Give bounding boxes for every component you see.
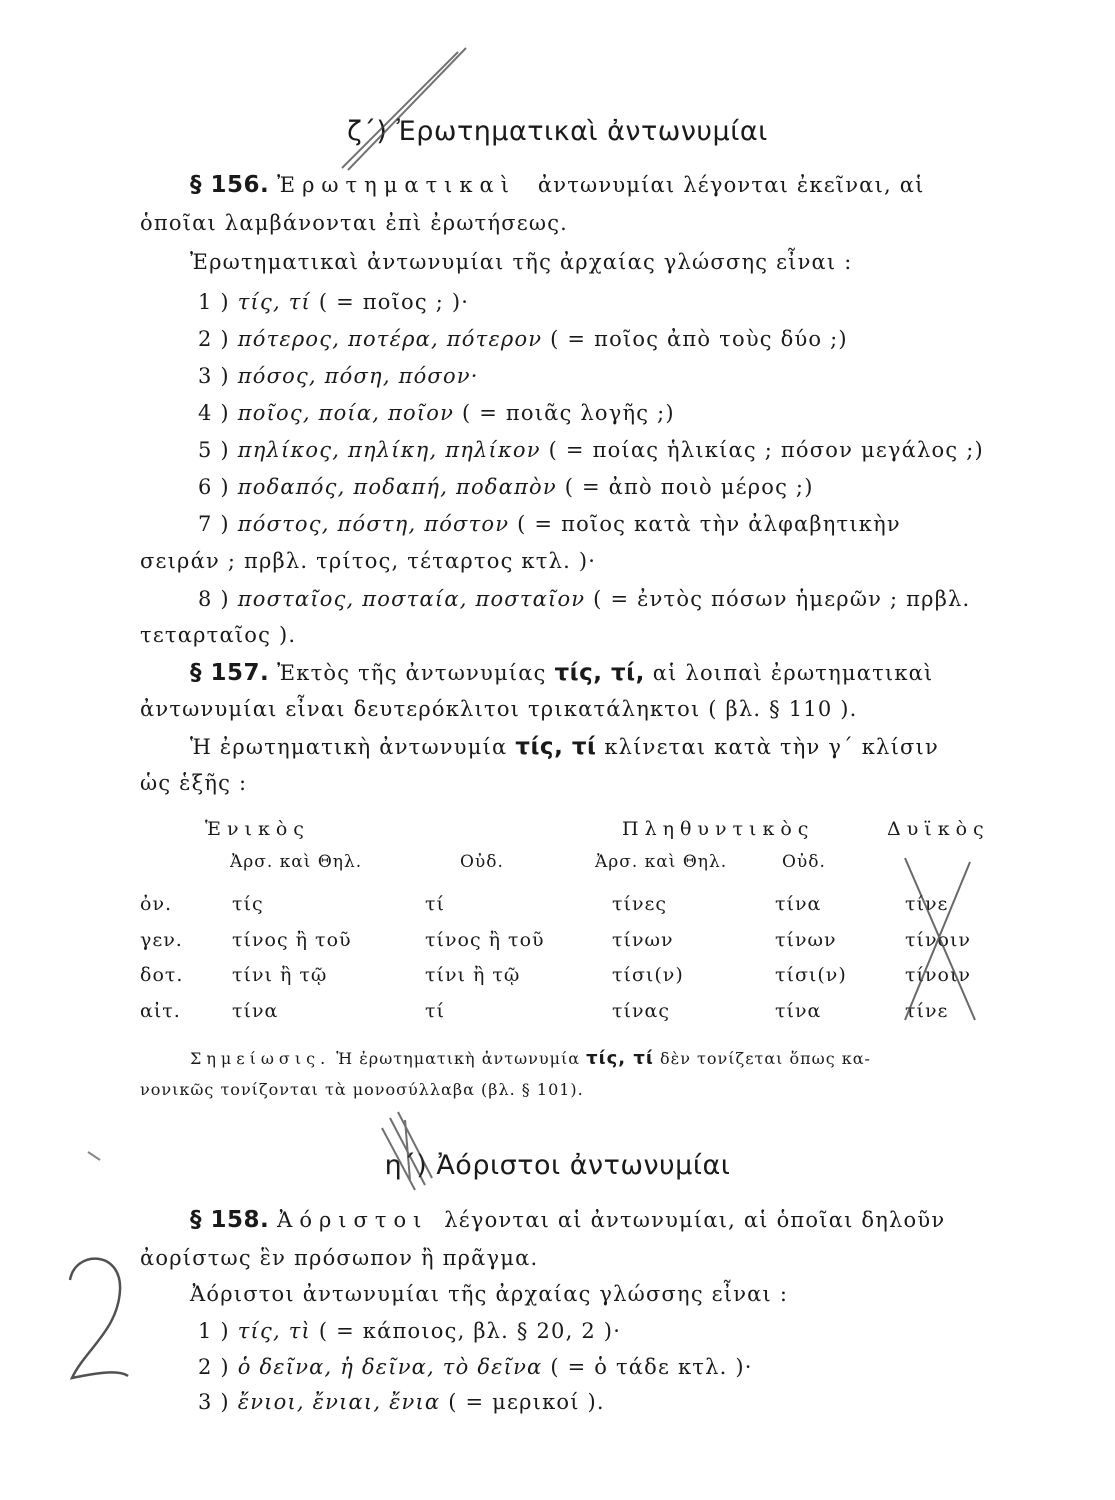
table-cell: τίνε — [905, 1000, 949, 1022]
case-label: δοτ. — [140, 964, 184, 986]
table-cell: τίς — [232, 893, 264, 915]
table-subheader: Ἀρσ. καὶ Θηλ. — [595, 852, 728, 872]
table-cell: τίνοιν — [905, 929, 971, 951]
table-header-plural: Πληθυντικὸς — [622, 818, 815, 840]
table-cell: τίνα — [775, 1000, 822, 1022]
table-cell: τίνας — [612, 1000, 670, 1022]
table-cell: τίσι(ν) — [612, 964, 684, 986]
paragraph-156-line-2: ὁποῖαι λαμβάνονται ἐπὶ ἐρωτήσεως. — [140, 211, 569, 235]
table-header-singular: Ἑνικὸς — [205, 818, 310, 840]
case-label: αἰτ. — [140, 1000, 181, 1022]
list-item: 2 ) ὁ δεῖνα, ἡ δεῖνα, τὸ δεῖνα ( = ὁ τάδε κτλ. )· — [198, 1355, 753, 1379]
table-cell: τίνων — [775, 929, 837, 951]
list-item-continuation: σειράν ; πρβλ. τρίτος, τέταρτος κτλ. )· — [140, 549, 597, 573]
handwritten-digit-2 — [70, 1259, 128, 1378]
table-subheader: Οὐδ. — [460, 852, 504, 872]
paragraph-156-line-1 — [190, 172, 925, 198]
table-cell: τίνα — [775, 893, 822, 915]
defined-term: Ἐρωτηματικαὶ — [277, 173, 516, 197]
table-cell: τίνων — [612, 929, 674, 951]
list-item: 3 ) πόσος, πόση, πόσον· — [198, 364, 479, 388]
section-mark: § 158. — [190, 1207, 270, 1233]
paragraph-158-line-2: ἀορίστως ἓν πρόσωπον ἢ πρᾶγμα. — [140, 1246, 539, 1270]
table-cell: τίνοιν — [905, 964, 971, 986]
table-cell: τίνι ἢ τῷ — [425, 964, 521, 986]
paragraph-157-line-4: ὡς ἑξῆς : — [140, 771, 248, 795]
table-cell: τίνε — [905, 893, 949, 915]
heading-title: Ἀόριστοι ἀντωνυμίαι — [436, 1150, 731, 1181]
section-mark: § 156. — [190, 172, 270, 198]
paragraph-157-line-3: Ἡ ἐρωτηματικὴ ἀντωνυμία τίς, τί κλίνεται κατὰ τὴν γ΄ κλίσιν — [190, 734, 939, 760]
table-cell: τί — [425, 893, 445, 915]
paragraph-158-intro: Ἀόριστοι ἀντωνυμίαι τῆς ἀρχαίας γλώσσης εἶναι : — [190, 1282, 789, 1306]
note-line-2: νονικῶς τονίζονται τὰ μονοσύλλαβα (βλ. § 101). — [140, 1080, 584, 1099]
paragraph-157-line-1: § 157. Ἐκτὸς τῆς ἀντωνυμίας τίς, τί, αἱ λοιπαὶ ἐρωτηματικαὶ — [190, 660, 934, 686]
list-item: 4 ) ποῖος, ποία, ποῖον ( = ποιᾶς λογῆς ;) — [198, 401, 675, 425]
pencil-slash-mark — [342, 48, 466, 170]
table-cell: τίνι ἢ τῷ — [232, 964, 328, 986]
table-subheader: Ἀρσ. καὶ Θηλ. — [230, 852, 363, 872]
note-label: Σημείωσις. — [190, 1049, 331, 1068]
paragraph-157-line-2: ἀντωνυμίαι εἶναι δευτερόκλιτοι τρικατάληκτοι ( βλ. § 110 ). — [140, 697, 858, 721]
section-heading-indefinite — [0, 1150, 1115, 1181]
table-subheader: Οὐδ. — [782, 852, 826, 872]
case-label: γεν. — [140, 929, 183, 951]
list-item: 1 ) τίς, τί ( = ποῖος ; )· — [198, 290, 470, 314]
defined-term: Ἀόριστοι — [277, 1208, 429, 1232]
list-item: 1 ) τίς, τὶ ( = κάποιος, βλ. § 20, 2 )· — [198, 1319, 622, 1343]
table-cell: τίνα — [232, 1000, 279, 1022]
list-item: 7 ) πόστος, πόστη, πόστον ( = ποῖος κατὰ τὴν ἀλφαβητικὴν — [198, 512, 901, 536]
table-cell: τίνος ἢ τοῦ — [232, 929, 352, 951]
note-line-1: Σημείωσις. Ἡ ἐρωτηματικὴ ἀντωνυμία τίς, τί δὲν τονίζεται ὅπως κα- — [190, 1048, 871, 1069]
table-cell: τίνος ἢ τοῦ — [425, 929, 545, 951]
paragraph-158-line-1: § 158. Ἀόριστοι λέγονται αἱ ἀντωνυμίαι, αἱ ὁποῖαι δηλοῦν — [190, 1207, 946, 1233]
paragraph-156-intro: Ἐρωτηματικαὶ ἀντωνυμίαι τῆς ἀρχαίας γλώσσης εἶναι : — [190, 250, 853, 274]
table-cell: τίσι(ν) — [775, 964, 847, 986]
list-item: 6 ) ποδαπός, ποδαπή, ποδαπὸν ( = ἀπὸ ποιὸ μέρος ;) — [198, 475, 814, 499]
table-cell: τίνες — [612, 893, 667, 915]
section-mark: § 157. — [190, 660, 270, 686]
section-heading-interrogative — [0, 116, 1115, 147]
heading-title: Ἐρωτηματικαὶ ἀντωνυμίαι — [396, 116, 768, 147]
list-item: 2 ) πότερος, ποτέρα, πότερον ( = ποῖος ἀπὸ τοὺς δύο ;) — [198, 327, 848, 351]
list-item: 3 ) ἔνιοι, ἔνιαι, ἔνια ( = μερικοί ). — [198, 1390, 605, 1414]
case-label: ὀν. — [140, 893, 173, 915]
heading-letter: ζ΄) — [347, 116, 388, 147]
list-item: 8 ) ποσταῖος, ποσταία, ποσταῖον ( = ἐντὸς πόσων ἡμερῶν ; πρβλ. — [198, 587, 971, 611]
table-header-dual: Δυϊκὸς — [887, 818, 990, 840]
text: ἀντωνυμίαι λέγονται ἐκεῖναι, αἱ — [537, 173, 925, 197]
heading-letter: η΄) — [384, 1150, 428, 1181]
list-item-continuation: τεταρταῖος ). — [140, 623, 297, 647]
list-item: 5 ) πηλίκος, πηλίκη, πηλίκον ( = ποίας ἡλικίας ; πόσον μεγάλος ;) — [198, 438, 984, 462]
table-cell: τί — [425, 1000, 445, 1022]
